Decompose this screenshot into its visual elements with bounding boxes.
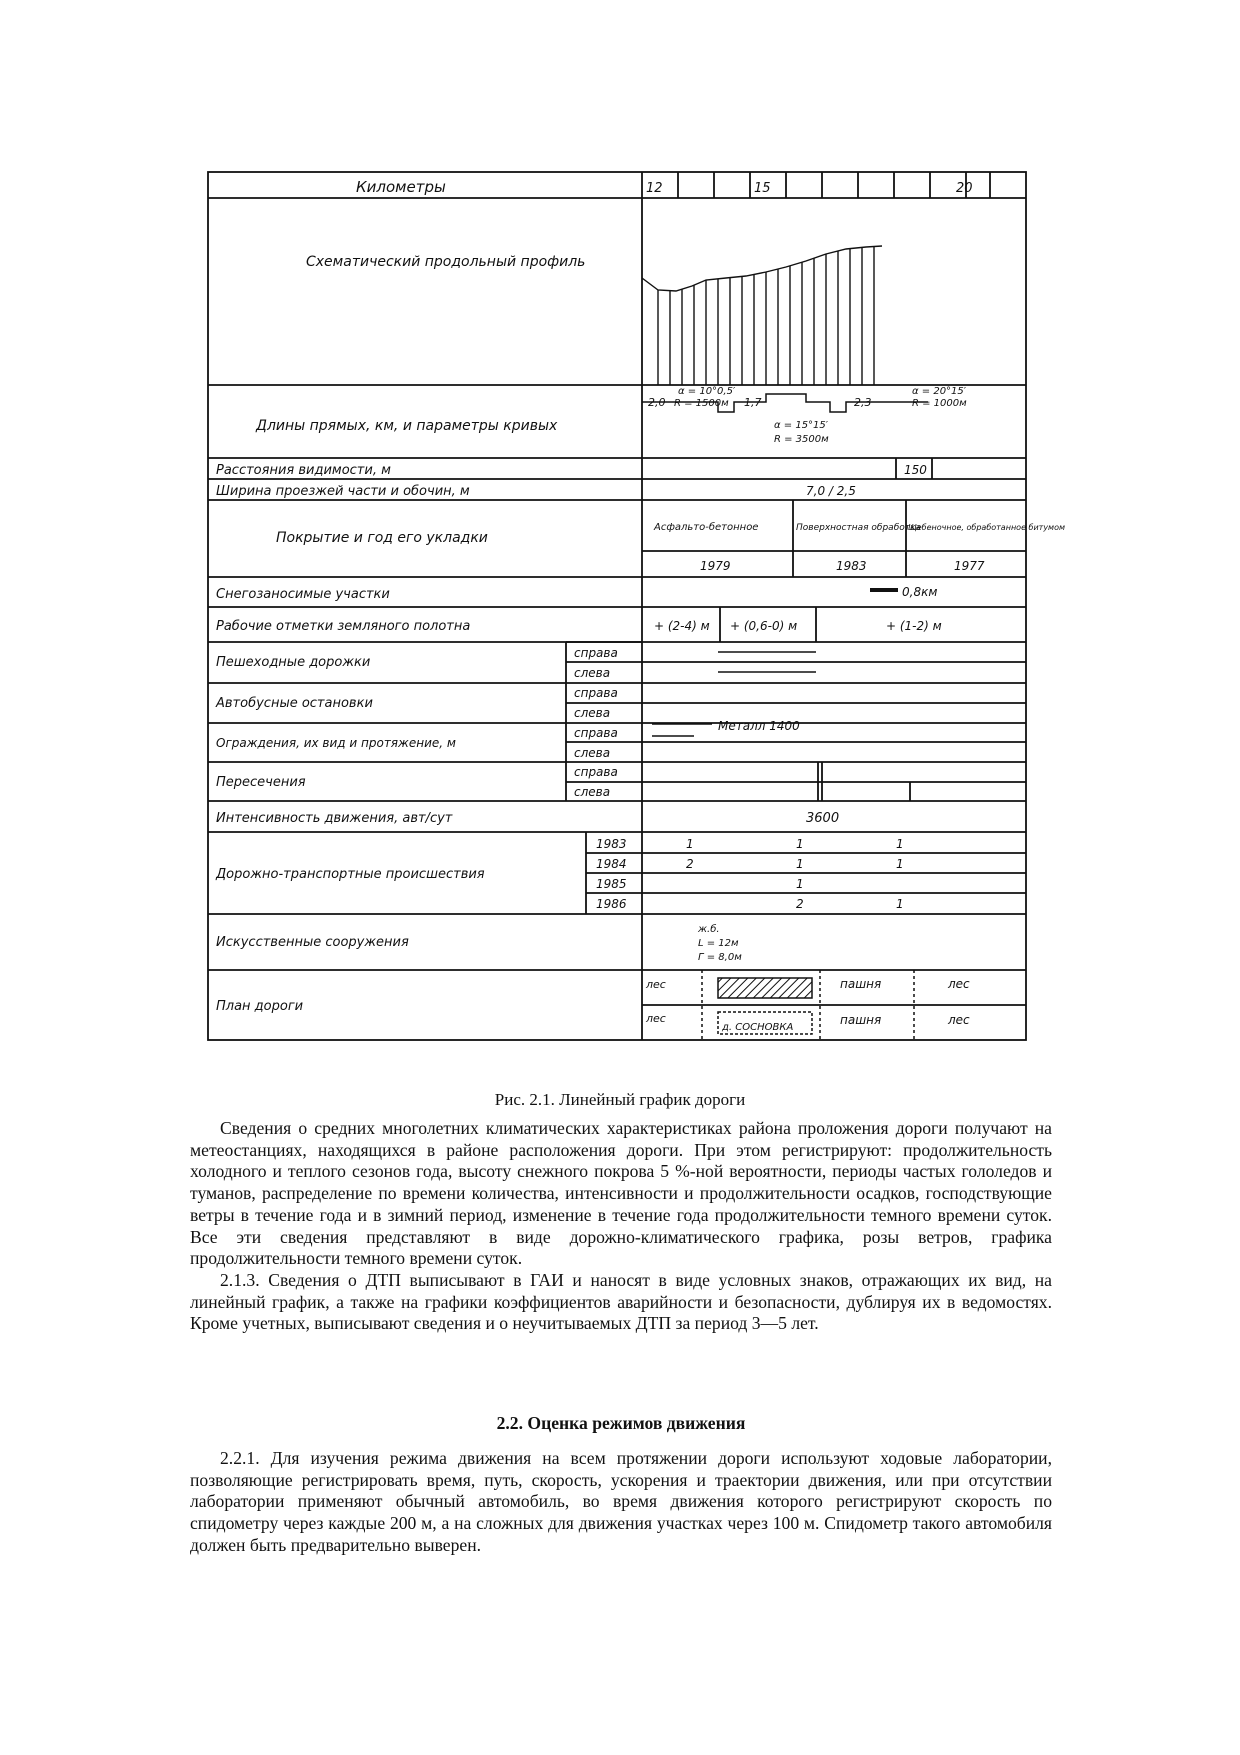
body-text-block [190,1118,1052,1335]
plan-forest-label: лес [948,1013,970,1027]
side-right-label: справа [574,686,618,700]
row-label-surface: Покрытие и год его укладки [276,530,488,546]
snow-value: 0,8км [902,585,938,599]
surface-year: 1977 [954,559,985,573]
village-label: д. СОСНОВКА [722,1022,794,1033]
accident-count: 1 [896,857,904,871]
paragraph: 2.1.3. Сведения о ДТП выписывают в ГАИ и наносят в виде условных знаков, отражающих их вид, на линейный график, а также на графики коэффициентов аварийности и безопасности, дублируя их в ведомостях. Кроме учетных, выписывают сведения и о неучитываемых ДТП за период 3—5 лет. [190,1269,1052,1334]
side-left-label: слева [574,746,611,760]
structure-type: ж.б. [698,924,720,935]
plan-forest-label: лес [646,978,666,991]
row-label-profile [306,254,585,270]
fence-lines [652,724,712,736]
side-left-label: слева [574,706,611,720]
row-label-structures: Искусственные сооружения [216,935,409,950]
accident-count: 1 [686,837,694,851]
km-label: 12 [646,181,663,196]
side-left-label: слева [574,785,611,799]
accident-count: 2 [686,857,694,871]
accident-count: 1 [796,837,804,851]
row-label-marks: Рабочие отметки земляного полотна [216,619,471,634]
accident-count: 1 [796,857,804,871]
snow-bar [870,588,898,592]
fence-value: Металл 1400 [718,719,800,733]
plan-hatched-area [718,978,812,998]
accident-year: 1983 [596,837,627,851]
marks-value: + (2-4) м [654,619,710,633]
accident-count: 2 [796,897,804,911]
visibility-value: 150 [904,463,927,477]
surface-type: Щебеночное, обработанное битумом [908,523,1066,532]
intensity-value: 3600 [806,811,840,826]
km-label: 15 [754,181,771,196]
side-left-label: слева [574,666,611,680]
row-label-plan: План дороги [216,999,304,1014]
surface-year: 1983 [836,559,867,573]
surface-type: Асфальто-бетонное [654,522,759,533]
marks-value: + (0,6-0) м [730,619,798,633]
row-label-intensity: Интенсивность движения, авт/сут [216,811,453,826]
figure-caption: Рис. 2.1. Линейный график дороги [494,1090,746,1109]
curve-segment-length: 2,3 [854,396,872,409]
plan-forest-label: лес [948,977,970,991]
row-label-km: Километры [356,178,446,196]
paragraph: 2.2.1. Для изучения режима движения на всем протяжении дороги используют ходовые лаборатории, позволяющие регистрировать время, путь, скорость, ускорения и траектории движения, или при отсутствии лаборатории применяют обычный автомобиль, во время движения которого регистрируют скорость по спидометру через каждые 200 м, а на сложных для движения участках через 100 м. Спидометр такого автомобиля должен быть предварительно выверен. [190,1448,1052,1555]
surface-type: Поверхностная обработка [796,523,921,533]
km-label: 20 [956,181,973,196]
structure-length: L = 12м [698,938,739,949]
row-label-fences: Ограждения, их вид и протяжение, м [216,736,456,750]
accident-count: 1 [896,837,904,851]
curve-radius: R = 1000м [912,398,967,409]
row-label-crossings: Пересечения [216,775,306,790]
body-text-block-2 [190,1448,1052,1557]
row-label-visibility: Расстояния видимости, м [216,463,391,478]
row-label-curves: Длины прямых, км, и параметры кривых [256,418,558,434]
row-label-width: Ширина проезжей части и обочин, м [216,484,470,499]
accident-count: 1 [896,897,904,911]
section-heading: 2.2. Оценка режимов движения [496,1413,746,1433]
accident-year: 1984 [596,857,627,871]
width-value: 7,0 / 2,5 [806,484,856,498]
row-label-accidents: Дорожно-транспортные происшествия [216,867,485,882]
curve-segment-length: 2,0 [648,396,666,409]
paragraph: Сведения о средних многолетних климатических характеристиках района проложения дороги получают на метеостанциях, находящихся в районе расположения дороги. При этом регистрируют: продолжительность холодного и теплого сезонов года, высоту снежного покрова 5 %-ной вероятности, периоды частых гололедов и туманов, распределение по времени количества, интенсивности и продолжительности осадков, господствующие ветры в течение года и в зимний период, изменение в течение года продолжительности темного времени суток. Все эти сведения представляют в виде дорожно-климатического графика, розы ветров, графика продолжительности темного времени суток. [190,1118,1052,1269]
longitudinal-profile-curve [642,246,882,385]
curve-alpha: α = 10°0,5′ [678,386,736,397]
profile-label-line: Схематический продольный профиль [306,254,586,270]
plan-field-label: пашня [840,1013,882,1027]
curve-segment-length: 1,7 [744,396,762,409]
row-label-bus: Автобусные остановки [216,696,373,711]
road-chart-svg [206,170,1066,1050]
curve-radius: R = 1500м [674,398,729,409]
side-right-label: справа [574,646,618,660]
row-label-footpaths: Пешеходные дорожки [216,655,371,670]
side-right-label: справа [574,726,618,740]
curve-radius: R = 3500м [774,434,829,445]
plan-forest-label: лес [646,1012,666,1025]
curve-alpha: α = 20°15′ [912,386,967,397]
accident-count: 1 [796,877,804,891]
curve-alpha: α = 15°15′ [774,420,829,431]
plan-field-label: пашня [840,977,882,991]
accident-year: 1985 [596,877,627,891]
surface-year: 1979 [700,559,731,573]
linear-road-chart-figure [206,170,1066,1050]
structure-height: Г = 8,0м [698,952,742,963]
marks-value: + (1-2) м [886,619,942,633]
side-right-label: справа [574,765,618,779]
row-label-snow: Снегозаносимые участки [216,587,390,602]
accident-year: 1986 [596,897,627,911]
